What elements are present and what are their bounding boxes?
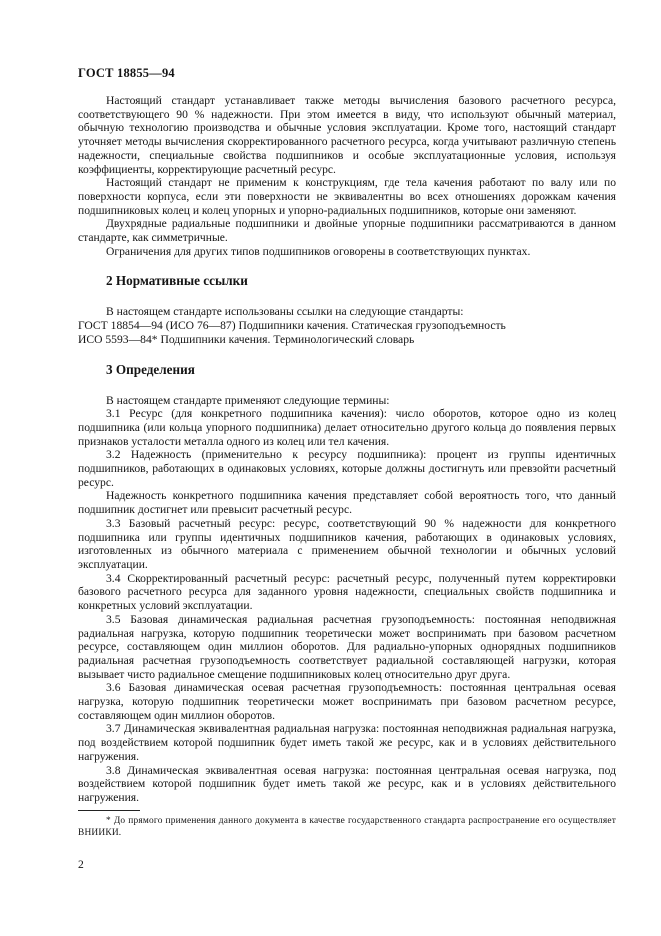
definition-item: 3.5 Базовая динамическая радиальная расчетная грузоподъемность: постоянная неподвижная радиальная нагрузка, которую подшипник теоретически может воспринимать при базовом расчетном ресурсе, составляющем один миллион оборотов. Для радиально-упорных однорядных подшипников радиальная расчетная грузоподъемность соответствует радиальной составляющей нагрузки, которая вызывает чисто радиальное смещение подшипниковых колец относительно друг друга. <box>78 612 616 681</box>
intro-paragraph: Настоящий стандарт не применим к конструкциям, где тела качения работают по валу или по поверхности корпуса, если эти поверхности не эквивалентны во всех отношениях дорожкам качения подшипниковых колец и колец упорных и упорно-радиальных подшипников, которые они заменяют. <box>78 176 616 217</box>
page-number: 2 <box>78 858 84 871</box>
section-heading-definitions: 3 Определения <box>106 361 195 377</box>
definition-item: 3.3 Базовый расчетный ресурс: ресурс, соответствующий 90 % надежности для конкретного подшипника или группы идентичных подшипников качения, работающих в одинаковых условиях, изготовленных из обычного материала с применением обычной технологии и обычных условий эксплуатации. <box>78 516 616 571</box>
section-heading-references: 2 Нормативные ссылки <box>106 273 248 289</box>
intro-paragraph: Ограничения для других типов подшипников оговорены в соответствующих пунктах. <box>106 244 531 258</box>
definition-item: Надежность конкретного подшипника качения представляет собой вероятность того, что данный подшипник достигнет или превысит расчетный ресурс. <box>78 489 616 517</box>
footnote-divider <box>78 810 140 811</box>
definition-item: 3.1 Ресурс (для конкретного подшипника качения): число оборотов, которое одно из колец подшипника (или кольца упорного подшипника) делает относительно другого кольца до появления первых признаков усталости металла одного из колец или тел качения. <box>78 407 616 448</box>
intro-paragraph: Настоящий стандарт устанавливает также методы вычисления базового расчетного ресурса, соответствующего 90 % надежности. При этом имеется в виду, что используют обычный материал, обычную технологию производства и обычные условия эксплуатации. Кроме того, настоящий стандарт уточняет методы вычисления скорректированного расчетного ресурса, когда учитывают различную степень надежности, специальные свойства подшипников и особые эксплуатационные условия, используя коэффициенты, корректирующие расчетный ресурс. <box>78 94 616 176</box>
reference-item: ИСО 5593—84* Подшипники качения. Терминологический словарь <box>78 332 415 346</box>
reference-item: ГОСТ 18854—94 (ИСО 76—87) Подшипники качения. Статическая грузоподъемность <box>78 319 506 333</box>
document-header: ГОСТ 18855—94 <box>78 66 175 80</box>
footnote: * До прямого применения данного документа в качестве государственного стандарта распространение его осуществляет ВНИИКИ. <box>78 816 616 838</box>
definition-item: 3.2 Надежность (применительно к ресурсу подшипника): процент из группы идентичных подшипников, работающих в одинаковых условиях, которые должны достигнуть или превзойти расчетный ресурс. <box>78 448 616 489</box>
definition-item: 3.4 Скорректированный расчетный ресурс: расчетный ресурс, полученный путем корректировки базового расчетного ресурса для заданного уровня надежности, специальных свойств подшипника и конкретных условий эксплуатации. <box>78 571 616 613</box>
document-body <box>78 94 616 805</box>
references-lead: В настоящем стандарте использованы ссылки на следующие стандарты: <box>106 305 464 319</box>
definitions-lead: В настоящем стандарте применяют следующие термины: <box>106 393 390 407</box>
definition-item: 3.6 Базовая динамическая осевая расчетная грузоподъемность: постоянная центральная осевая нагрузка, которую подшипник теоретически может воспринимать при базовом расчетном ресурсе, составляющем один миллион оборотов. <box>78 681 616 722</box>
intro-paragraph: Двухрядные радиальные подшипники и двойные упорные подшипники рассматриваются в данном стандарте, как симметричные. <box>78 217 616 245</box>
definition-item: 3.7 Динамическая эквивалентная радиальная нагрузка: постоянная неподвижная радиальная нагрузка, под воздействием которой подшипник будет иметь такой же ресурс, как и в условиях действительного нагружения. <box>78 722 616 763</box>
definition-item: 3.8 Динамическая эквивалентная осевая нагрузка: постоянная центральная осевая нагрузка, под воздействием которой подшипник будет иметь такой же ресурс, как и в условиях действительного нагружения. <box>78 763 616 804</box>
